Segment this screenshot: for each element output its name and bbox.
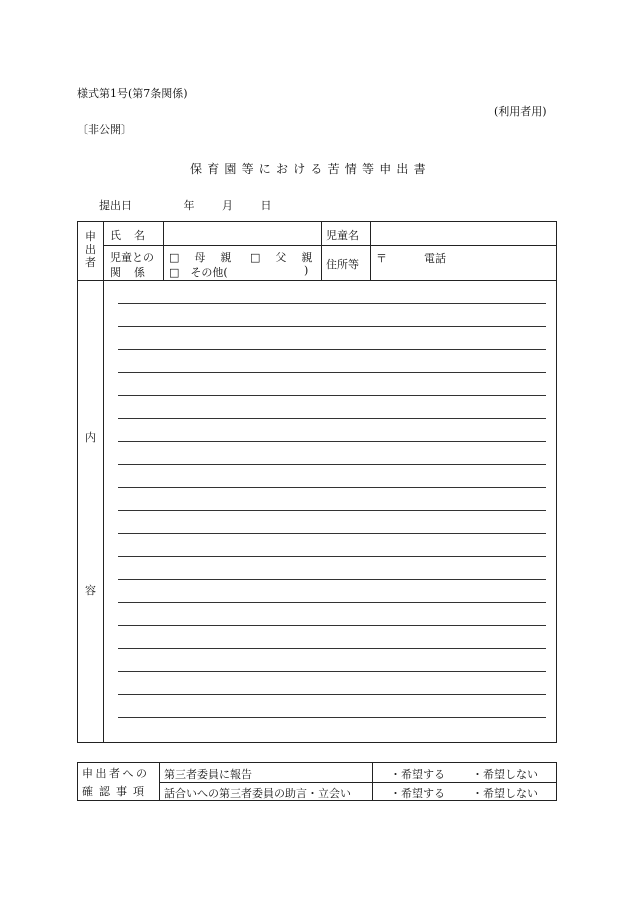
writing-line xyxy=(118,349,546,350)
writing-line xyxy=(118,510,546,511)
form-number: 様式第1号(第7条関係) xyxy=(77,87,188,100)
confirmation-table xyxy=(77,762,557,801)
writing-line xyxy=(118,625,546,626)
confirmation-label-line-1: 申出者への xyxy=(82,767,150,780)
writing-line xyxy=(118,395,546,396)
writing-line xyxy=(118,441,546,442)
name-label: 氏 名 xyxy=(110,229,146,242)
year-field[interactable]: 年 xyxy=(183,199,195,212)
address-label: 住所等 xyxy=(326,258,359,271)
month-field[interactable]: 月 xyxy=(222,199,233,212)
document-title: 保育園等における苦情等申出書 xyxy=(190,162,431,176)
day-field[interactable]: 日 xyxy=(260,199,272,212)
relation-label-line-2: 関 係 xyxy=(110,266,146,279)
report-no-wish-option[interactable]: ・希望しない xyxy=(472,768,538,781)
writing-line xyxy=(118,602,546,603)
child-name-label: 児童名 xyxy=(326,229,359,242)
writing-line xyxy=(118,487,546,488)
writing-line xyxy=(118,418,546,419)
advice-no-wish-option[interactable]: ・希望しない xyxy=(472,787,538,800)
content-writing-area[interactable] xyxy=(78,222,556,742)
writing-line xyxy=(118,556,546,557)
writing-line xyxy=(118,579,546,580)
confirmation-divider-row xyxy=(159,782,556,783)
writing-line xyxy=(118,372,546,373)
writing-line xyxy=(118,648,546,649)
submission-date-row xyxy=(99,197,272,213)
submission-date-label: 提出日 xyxy=(99,199,132,212)
user-label: (利用者用) xyxy=(494,105,547,118)
other-checkbox[interactable]: □ その他( xyxy=(169,266,228,279)
writing-line xyxy=(118,326,546,327)
writing-line xyxy=(118,533,546,534)
applicant-section-label: 申出者 xyxy=(85,230,96,269)
report-wish-option[interactable]: ・希望する xyxy=(390,768,445,781)
content-label-top: 内 xyxy=(85,431,96,444)
advice-wish-option[interactable]: ・希望する xyxy=(390,787,445,800)
writing-line xyxy=(118,694,546,695)
writing-line xyxy=(118,464,546,465)
applicant-form-table xyxy=(77,221,557,743)
writing-line xyxy=(118,717,546,718)
content-label-bottom: 容 xyxy=(85,584,96,597)
phone-label: 電話 xyxy=(424,252,446,265)
writing-line xyxy=(118,303,546,304)
postal-mark: 〒 xyxy=(376,252,387,265)
nondisclosure-label: 〔非公開〕 xyxy=(77,123,132,136)
mother-checkbox[interactable]: □ 母 親 xyxy=(169,251,234,264)
writing-line xyxy=(118,671,546,672)
confirmation-item-report: 第三者委員に報告 xyxy=(164,768,252,781)
confirmation-label-line-2: 確認事項 xyxy=(82,785,150,798)
confirmation-item-advice: 話合いへの第三者委員の助言・立会い xyxy=(164,787,351,800)
father-checkbox[interactable]: □ 父 親 xyxy=(250,251,315,264)
other-close-paren: ) xyxy=(304,264,309,277)
relation-label-line-1: 児童との xyxy=(110,251,154,264)
